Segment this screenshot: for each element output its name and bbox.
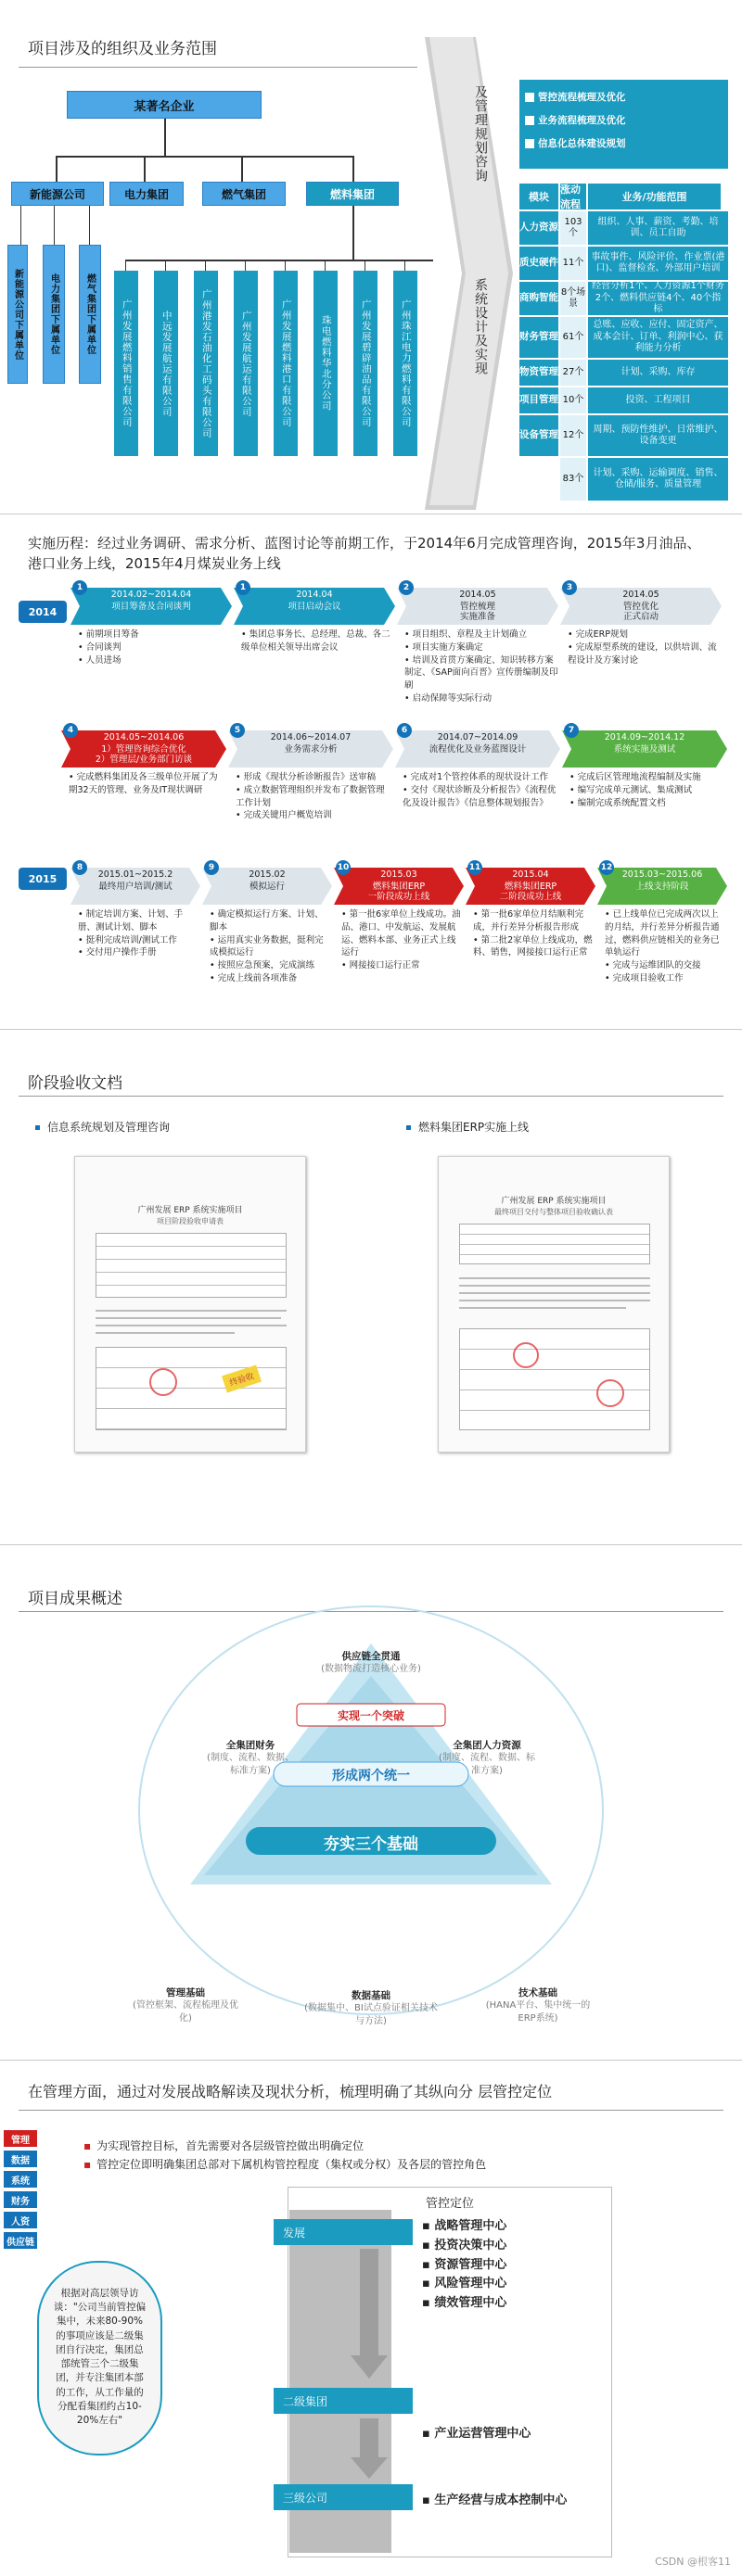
module-scope: 计划、采购、库存 [588, 360, 728, 386]
level-second: 二级集团 [274, 2388, 413, 2414]
foundation-sub: (管控框架、流程梳理及优化) [133, 2000, 238, 2024]
connector [165, 260, 166, 271]
bullet-icon: ▪ [83, 2158, 92, 2171]
module-count: 8个场景 [560, 282, 586, 315]
phase-date: 2015.03 [380, 869, 417, 880]
gas-sub: 燃气集团下属单位 [79, 245, 101, 384]
level-hq: 发展 [274, 2219, 413, 2245]
side-tag: 财务 [4, 2191, 37, 2208]
module-scope: 经营分析1个、人力资源1个财务2个、燃料供应链4个、40个指标 [588, 282, 728, 315]
bullet-square-icon: ▪ [422, 2219, 435, 2233]
module-scope: 总账、应收、应付、固定资产、成本会计、订单、利润中心、获利能力分析 [588, 317, 728, 358]
phase-bullets [404, 628, 558, 705]
phase-bullet: • 培训及首贯方案确定、知识转移方案制定、《SAP面向百晋》宣传册编制及印刷 [404, 654, 558, 692]
module-name: 财务管理 [519, 317, 558, 358]
left-mid-text: 全集团财务 [225, 1740, 275, 1751]
doc-text [96, 1310, 287, 1312]
left-document [74, 1156, 306, 1453]
phase-label: 业务需求分析 [284, 744, 338, 755]
foundation-tech [478, 1986, 598, 2024]
phase-number: 10 [336, 860, 351, 875]
layer3-foundation: 夯实三个基础 [324, 1835, 418, 1854]
phase-bullet: • 完成上线前各项准备 [210, 972, 332, 985]
phase-date: 2014.02~2014.04 [110, 590, 192, 600]
power-sub: 电力集团下属单位 [43, 245, 65, 384]
doc-text [459, 1307, 626, 1309]
group-newenergy: 新能源公司 [11, 182, 104, 206]
module-name: 人力资源 [519, 211, 558, 245]
phase-date: 2015.01~2015.2 [97, 869, 173, 880]
level2-role: ▪ 产业运营管理中心 [422, 2427, 531, 2441]
foundation-management [130, 1986, 241, 2024]
slide4-title: 项目成果概述 [28, 1590, 122, 1608]
intro-point: ▪ 为实现管控目标，首先需要对各层级管控做出明确定位 [83, 2139, 365, 2152]
bullet-square-icon: ▪ [422, 2296, 435, 2311]
module-count: 27个 [560, 360, 586, 386]
title-rule [19, 1096, 723, 1097]
slide-organization [0, 0, 742, 514]
phase-bullet: • 完成燃料集团及各三级单位开展了为期32天的管理、业务及IT现状调研 [69, 771, 226, 797]
phase-date: 2014.05 [459, 590, 496, 600]
phase-date: 2015.02 [249, 869, 286, 880]
top-label [297, 1650, 445, 1676]
doc-sign-table [96, 1347, 287, 1430]
doc-table [96, 1233, 287, 1298]
connector [125, 260, 433, 261]
phase-bullet: • 运用真实业务数据，挺利完成模拟运行 [210, 934, 332, 960]
phase-number: 6 [397, 723, 412, 738]
connector [56, 156, 58, 182]
bullet-square-icon: ▪ [422, 2277, 435, 2291]
phase-bullet: • 第一批6家单位月结顺利完成，并行差异分析报告形成 [473, 908, 595, 934]
left-doc-label: 信息系统规划及管理咨询 [35, 1119, 170, 1135]
hq-role-text: 投资决策中心 [434, 2238, 507, 2252]
right-document [438, 1156, 670, 1453]
fuel-unit-box: 广州发展航运有限公司 [234, 271, 258, 456]
phase-bullet: • 完成原型系统的建设，以供培训、流程设计及方案讨论 [568, 641, 722, 667]
phase-bullets [341, 908, 464, 972]
side-tag: 数据 [4, 2151, 37, 2167]
final-stamp: 终验收 [222, 1364, 262, 1392]
phase-label: 燃料集团ERP 一阶段成功上线 [367, 882, 430, 903]
phase-date: 2014.04 [296, 590, 333, 600]
foundation-label: 数据基础 [352, 1990, 390, 2001]
phase-bullets [69, 771, 226, 797]
phase-bullet: • 编制完成系统配置文档 [569, 797, 727, 810]
module-scope: 周期、预防性维护、日常维护、设备变更 [588, 415, 728, 456]
phase-bullet: • 完成项目验收工作 [605, 972, 727, 985]
group-power: 电力集团 [109, 182, 184, 206]
top-company-box: 某著名企业 [67, 91, 262, 119]
phase-number: 2 [399, 580, 414, 595]
phase-label: 最终用户培训/测试 [98, 882, 173, 892]
consult-item: 信息化总体建设规划 [525, 136, 723, 150]
module-name: 商购智能 [519, 282, 558, 315]
phase-bullets [210, 908, 332, 985]
fuel-unit-box: 广州发展燃料港口有限公司 [274, 271, 298, 456]
red-seal-icon [513, 1342, 539, 1368]
table-header: 业务/功能范围 [588, 184, 721, 209]
module-name: 物资管理 [519, 360, 558, 386]
phase-bullet: • 网接接口运行正常 [341, 959, 464, 972]
module-name: 设备管理 [519, 415, 558, 456]
phase-number: 8 [72, 860, 87, 875]
phase-label: 模拟运行 [249, 882, 285, 892]
phase-label: 项目启动会议 [288, 602, 341, 612]
consult-panel [519, 80, 728, 169]
hq-role [422, 2275, 506, 2294]
consult-item: 业务流程梳理及优化 [525, 113, 723, 127]
phase-date: 2015.03~2015.06 [621, 869, 703, 880]
phase-bullet: • 合同谈判 [78, 641, 232, 654]
doc-text [96, 1332, 235, 1334]
phase-number: 9 [204, 860, 219, 875]
slide2-title: 实施历程：经过业务调研、需求分析、蓝图讨论等前期工作，于2014年6月完成管理咨询，2015年3月油品、港口业务上线，2015年4月煤炭业务上线 [28, 535, 701, 572]
foundation-label: 技术基础 [518, 1987, 557, 1999]
doc-text [459, 1300, 650, 1301]
phase-label: 管控优化 正式启动 [622, 602, 659, 623]
phase-bullet: • 完成后区管理地流程编制及实施 [569, 771, 727, 784]
phase-bullets [78, 908, 200, 959]
pyramid-diagram [0, 1546, 742, 2061]
hq-role-list [422, 2217, 506, 2314]
hq-role-text: 资源管理中心 [434, 2257, 507, 2272]
top-label-sub: (数据物流打造核心业务) [321, 1664, 421, 1675]
module-count: 12个 [560, 415, 586, 456]
arrow-top-text: 及管理规划咨询 [473, 85, 488, 183]
doc-text [459, 1285, 650, 1287]
red-seal-icon [149, 1368, 177, 1396]
connector [125, 260, 126, 271]
top-label-text: 供应链全贯通 [341, 1651, 401, 1662]
phase-bullet: • 已上线单位已完成两次以上的月结，并行差异分析报告通过，燃料供应链相关的业务已单轨运行 [605, 908, 727, 959]
module-count: 83个 [560, 458, 586, 501]
phase-bullet: • 完成与运维团队的交接 [605, 959, 727, 972]
level3-role: ▪ 生产经营与成本控制中心 [422, 2494, 568, 2507]
phase-label: 上线支持阶段 [635, 882, 689, 892]
module-count: 11个 [560, 247, 586, 280]
module-table [519, 184, 728, 501]
process-arrow-shape [425, 37, 513, 510]
bullet-icon: ▪ [83, 2139, 92, 2152]
connector [56, 156, 352, 158]
phase-bullets [568, 628, 722, 666]
fuel-unit-box: 广州港发石油化工码头有限公司 [194, 271, 218, 456]
bullet-square-icon: ▪ [422, 2257, 435, 2272]
left-mid-sub: (制度、流程、数据、标准方案) [207, 1753, 294, 1776]
hq-role-text: 战略管理中心 [434, 2219, 507, 2233]
bullet-square-icon: ▪ [422, 2427, 435, 2441]
slide-acceptance [0, 1031, 742, 1545]
module-name: 项目管理 [519, 387, 558, 413]
phase-label: 1）管理咨询综合优化 2）管理层/业务部门访谈 [95, 744, 193, 766]
bullet-square-icon [35, 1125, 40, 1130]
side-tag: 管理 [4, 2130, 37, 2147]
module-count: 103个 [560, 211, 586, 245]
doc-title: 广州发展 ERP 系统实施项目 [501, 1197, 607, 1206]
arrow-icon [351, 2418, 388, 2479]
phase-bullets [473, 908, 595, 959]
doc-sign-table [459, 1328, 650, 1430]
phase-bullet: • 编写完成单元测试、集成测试 [569, 784, 727, 797]
slide-results [0, 1546, 742, 2061]
phase-bullets [569, 771, 727, 809]
connector [352, 156, 354, 182]
table-header: 模块 [519, 184, 558, 209]
module-scope: 计划、采购、运输调度、销售、仓储/服务、质量管理 [588, 458, 728, 501]
doc-text [459, 1277, 650, 1279]
phase-bullets [241, 628, 395, 654]
connector [89, 206, 90, 245]
phase-bullet: • 挺利完成培训/测试工作 [78, 934, 200, 947]
phase-number: 1 [72, 580, 87, 595]
phase-bullet: • 按照应急预案，完成演练 [210, 959, 332, 972]
connector [404, 260, 405, 271]
intro-point: ▪ 管控定位即明确集团总部对下属机构管控程度（集权或分权）及各层的管控角色 [83, 2158, 487, 2171]
connector [285, 260, 286, 271]
fuel-unit-box: 广州珠江电力燃料有限公司 [393, 271, 417, 456]
phase-bullet: • 项目实施方案确定 [404, 641, 558, 654]
interview-text: 根据对高层领导访谈："公司当前管控偏集中，未来80-90%的事项应该是二级集团自行决定，集团总部统管三个二级集团，并专注集团本部的工作，从工作量的分配看集团约占10-20%左右" [53, 2288, 147, 2426]
red-seal-icon [596, 1379, 624, 1407]
phase-label: 流程优化及业务蓝图设计 [429, 744, 527, 755]
right-mid-text: 全集团人力资源 [453, 1740, 521, 1751]
phase-number: 4 [63, 723, 78, 738]
interview-quote [37, 2261, 162, 2455]
phase-number: 12 [599, 860, 614, 875]
fuel-unit-box: 中远发展航运有限公司 [154, 271, 178, 456]
slide-timeline [0, 515, 742, 1030]
phase-date: 2015.04 [512, 869, 549, 880]
module-count: 61个 [560, 317, 586, 358]
phase-bullet: • 完成关键用户概览培训 [236, 809, 393, 822]
phase-bullets [78, 628, 232, 666]
bullet-square-icon: ▪ [422, 2238, 435, 2252]
phase-number: 3 [562, 580, 577, 595]
doc-title: 广州发展 ERP 系统实施项目 [137, 1206, 243, 1215]
fuel-unit-box: 广州发展燃料销售有限公司 [114, 271, 138, 456]
slide3-title: 阶段验收文档 [28, 1074, 122, 1093]
doc-subtitle: 最终项目交付与整体项目验收确认表 [494, 1208, 613, 1216]
phase-bullet: • 前期项目筹备 [78, 628, 232, 641]
connector [20, 206, 21, 245]
phase-bullet: • 第一批6家单位上线成功。油品、港口、中发航运、发展航运、燃料本部、业务正式上线运行 [341, 908, 464, 959]
bullet-square-icon [406, 1125, 411, 1130]
hq-role [422, 2294, 506, 2314]
foundation-label: 管理基础 [166, 1987, 205, 1999]
phase-bullet: • 交付《现状诊断及分析报告》《流程优化及设计报告》《信息整体规划报告》 [403, 784, 560, 810]
layer2-unify: 形成两个统一 [332, 1769, 410, 1783]
phase-bullets [403, 771, 560, 809]
phase-bullet: • 启动保障等实际行动 [404, 692, 558, 705]
right-mid-label [436, 1739, 538, 1777]
foundation-data [301, 1989, 441, 2027]
phase-bullet: • 项目组织、章程及主计划确立 [404, 628, 558, 641]
slide1-title: 项目涉及的组织及业务范围 [28, 40, 217, 58]
side-tag: 供应链 [4, 2232, 37, 2249]
slide-control [0, 2062, 742, 2576]
foundation-sub: (HANA平台、集中统一的ERP系统) [485, 2000, 591, 2024]
title-rule [19, 67, 417, 68]
check-icon [525, 116, 534, 125]
table-header: 涨动流程 [560, 184, 586, 209]
check-icon [525, 93, 534, 102]
phase-number: 11 [467, 860, 482, 875]
phase-date: 2014.09~2014.12 [604, 732, 685, 742]
doc-subtitle: 项目阶段验收申请表 [157, 1217, 224, 1225]
arrow-icon [351, 2249, 388, 2379]
phase-bullet: • 制定培训方案、计划、手册、测试计划、脚本 [78, 908, 200, 934]
doc-table [459, 1224, 650, 1264]
phase-bullets [236, 771, 393, 822]
module-scope: 组织、人事、薪资、考勤、培训、员工自助 [588, 211, 728, 245]
hq-role [422, 2217, 506, 2237]
phase-bullet: • 集团总事务长、总经理、总裁、各二级单位相关领导出席会议 [241, 628, 395, 654]
title-rule [19, 2110, 723, 2111]
phase-date: 2014.05 [622, 590, 659, 600]
newenergy-sub: 新能源公司下属单位 [7, 245, 28, 384]
left-mid-label [204, 1739, 297, 1777]
fuel-unit-box: 广州发展碧辟油品有限公司 [353, 271, 377, 456]
module-scope: 投资、工程项目 [588, 387, 728, 413]
check-icon [525, 139, 534, 148]
connector [144, 156, 146, 182]
phase-bullet: • 第二批2家单位上线成功，燃料、销售，网接接口运行正常 [473, 934, 595, 960]
phase-label: 系统实施及测试 [613, 744, 676, 755]
phase-bullet: • 确定模拟运行方案、计划、脚本 [210, 908, 332, 934]
connector [241, 156, 243, 182]
connector [352, 206, 354, 260]
module-count: 10个 [560, 387, 586, 413]
group-fuel: 燃料集团 [306, 182, 399, 206]
phase-bullet: • 完成ERP规划 [568, 628, 722, 641]
group-gas: 燃气集团 [202, 182, 286, 206]
phase-bullet: • 成立数据管理组织并发布了数据管理工作计划 [236, 784, 393, 810]
phase-bullets [605, 908, 727, 985]
consult-item: 管控流程梳理及优化 [525, 90, 723, 104]
year-tag: 2014 [19, 601, 67, 623]
module-scope: 事故事件、风险评价、作业票(港口)、监督检查、外部用户培训 [588, 247, 728, 280]
phase-bullet: • 形成《现状分析诊断报告》送审稿 [236, 771, 393, 784]
phase-bullet: • 交付用户操作手册 [78, 946, 200, 959]
phase-label: 管控梳理 实施准备 [459, 602, 495, 623]
phase-label: 燃料集团ERP 二阶段成功上线 [499, 882, 562, 903]
layer1-breakthrough: 实现一个突破 [337, 1709, 404, 1722]
connector [164, 119, 166, 156]
bullet-square-icon: ▪ [422, 2494, 435, 2507]
right-mid-sub: (制度、流程、数据、标准方案) [439, 1753, 535, 1776]
watermark: CSDN @根客11 [655, 2556, 731, 2568]
side-tag: 人资 [4, 2212, 37, 2228]
phase-number: 5 [230, 723, 245, 738]
phase-date: 2014.06~2014.07 [270, 732, 352, 742]
panel-title: 管控定位 [425, 2197, 474, 2211]
hq-role [422, 2237, 506, 2256]
foundation-sub: (数据集中、BI试点验证相关技术与方法) [304, 2003, 438, 2026]
phase-label: 项目筹备及合同谈判 [111, 602, 191, 612]
hq-role-text: 风险管理中心 [434, 2277, 507, 2291]
doc-text [96, 1325, 287, 1326]
phase-date: 2014.07~2014.09 [437, 732, 518, 742]
arrow-bottom-text: 系统设计及实现 [473, 278, 488, 375]
doc-text [459, 1292, 650, 1294]
connector [325, 260, 326, 271]
level-third: 三级公司 [274, 2484, 413, 2510]
phase-number: 1 [236, 580, 250, 595]
hq-role-text: 绩效管理中心 [434, 2296, 507, 2311]
side-tag: 系统 [4, 2171, 37, 2188]
connector [245, 260, 246, 271]
doc-text [96, 1317, 281, 1319]
phase-bullet: • 完成对1个管控体系的现状设计工作 [403, 771, 560, 784]
slide5-title: 在管理方面，通过对发展战略解读及现状分析，梳理明确了其纵向分 层管控定位 [28, 2083, 553, 2100]
connector [54, 206, 55, 245]
connector [205, 260, 206, 271]
phase-number: 7 [564, 723, 579, 738]
phase-bullet: • 人员进场 [78, 654, 232, 667]
module-name: 质史硬件 [519, 247, 558, 280]
year-tag: 2015 [19, 868, 67, 890]
hq-role [422, 2256, 506, 2276]
fuel-unit-box: 珠电燃料华北分公司 [313, 271, 338, 456]
right-doc-label: 燃料集团ERP实施上线 [406, 1119, 529, 1135]
phase-date: 2014.05~2014.06 [103, 732, 185, 742]
